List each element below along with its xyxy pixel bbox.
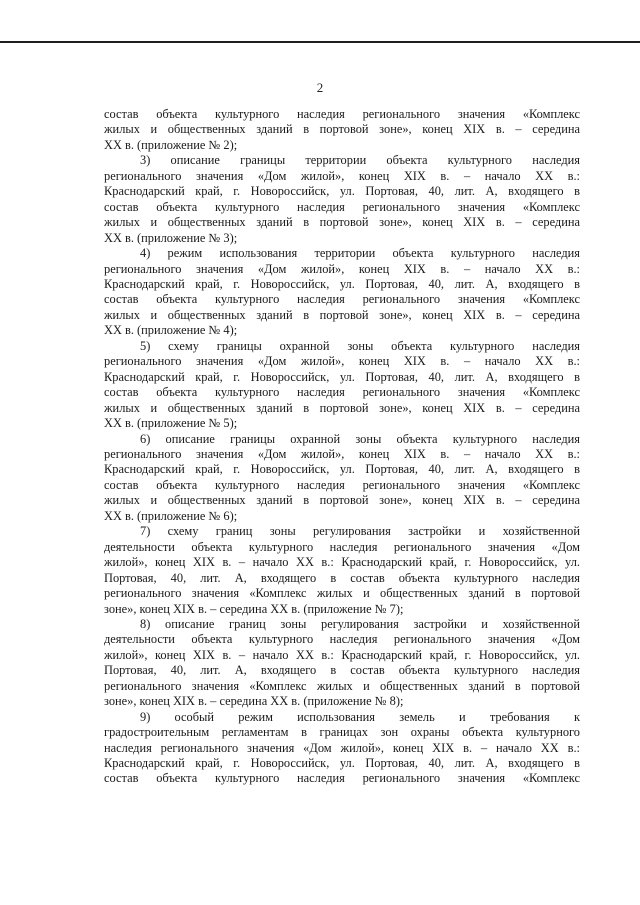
text-line: 4) режим использования территории объекта культурного наследия	[140, 246, 580, 261]
text-line: регионального значения «Комплекс жилых и общественных зданий в портовой	[104, 678, 580, 693]
text-line: зоне», конец XIX в. – середина XX в. (приложение № 7);	[104, 601, 404, 616]
paragraph-item4	[104, 246, 580, 339]
text-line: жилых и общественных зданий в портовой зоне», конец XIX в. – середина	[104, 215, 580, 230]
text-line: жилых и общественных зданий в портовой зоне», конец XIX в. – середина	[104, 400, 580, 415]
text-line: Краснодарский край, г. Новороссийск, ул. Портовая, 40, лит. А, входящего в	[104, 184, 580, 199]
text-line: Портовая, 40, лит. А, входящего в состав объекта культурного наследия	[104, 570, 580, 585]
paragraph-item6	[104, 432, 580, 525]
text-line: 9) особый режим использования земель и требования к	[140, 709, 580, 724]
paragraph-cont	[104, 107, 580, 153]
text-line: регионального значения «Дом жилой», конец XIX в. – начало XX в.:	[104, 261, 580, 276]
text-line: жилой», конец XIX в. – начало XX в.: Краснодарский край, г. Новороссийск, ул.	[104, 555, 580, 570]
text-line: состав объекта культурного наследия регионального значения «Комплекс	[104, 771, 580, 786]
text-line: жилых и общественных зданий в портовой зоне», конец XIX в. – середина	[104, 122, 580, 137]
text-line: жилой», конец XIX в. – начало XX в.: Краснодарский край, г. Новороссийск, ул.	[104, 647, 580, 662]
text-line: регионального значения «Дом жилой», конец XIX в. – начало XX в.:	[104, 354, 580, 369]
text-line: состав объекта культурного наследия регионального значения «Комплекс	[104, 292, 580, 307]
paragraph-item7	[104, 524, 580, 617]
text-line: регионального значения «Комплекс жилых и общественных зданий в портовой	[104, 586, 580, 601]
text-line: Краснодарский край, г. Новороссийск, ул. Портовая, 40, лит. А, входящего в	[104, 756, 580, 771]
text-line: 3) описание границы территории объекта культурного наследия	[140, 153, 580, 168]
text-line: регионального значения «Дом жилой», конец XIX в. – начало XX в.:	[104, 446, 580, 461]
text-line: жилых и общественных зданий в портовой зоне», конец XIX в. – середина	[104, 307, 580, 322]
text-line: градостроительным регламентам в границах зон охраны объекта культурного	[104, 725, 580, 740]
text-line: Портовая, 40, лит. А, входящего в состав объекта культурного наследия	[104, 663, 580, 678]
text-line: 7) схему границ зоны регулирования застройки и хозяйственной	[140, 524, 580, 539]
text-line: жилых и общественных зданий в портовой зоне», конец XIX в. – середина	[104, 493, 580, 508]
scan-edge-line	[0, 41, 640, 43]
text-line: Краснодарский край, г. Новороссийск, ул. Портовая, 40, лит. А, входящего в	[104, 369, 580, 384]
text-line: 8) описание границ зоны регулирования застройки и хозяйственной	[140, 616, 580, 631]
text-line: 5) схему границы охранной зоны объекта культурного наследия	[140, 338, 580, 353]
paragraph-item8	[104, 617, 580, 710]
text-line: деятельности объекта культурного наследия регионального значения «Дом	[104, 539, 580, 554]
text-line: регионального значения «Дом жилой», конец XIX в. – начало XX в.:	[104, 168, 580, 183]
text-line: состав объекта культурного наследия регионального значения «Комплекс	[104, 199, 580, 214]
paragraph-item5	[104, 339, 580, 432]
text-line: Краснодарский край, г. Новороссийск, ул. Портовая, 40, лит. А, входящего в	[104, 276, 580, 291]
text-line: зоне», конец XIX в. – середина XX в. (приложение № 8);	[104, 694, 404, 709]
text-line: XX в. (приложение № 6);	[104, 508, 238, 523]
text-line: 6) описание границы охранной зоны объекта культурного наследия	[140, 431, 580, 446]
text-line: XX в. (приложение № 5);	[104, 416, 238, 431]
text-line: Краснодарский край, г. Новороссийск, ул. Портовая, 40, лит. А, входящего в	[104, 462, 580, 477]
text-line: состав объекта культурного наследия регионального значения «Комплекс	[104, 477, 580, 492]
text-line: состав объекта культурного наследия регионального значения «Комплекс	[104, 385, 580, 400]
text-line: деятельности объекта культурного наследия регионального значения «Дом	[104, 632, 580, 647]
text-line: наследия регионального значения «Дом жилой», конец XIX в. – начало XX в.:	[104, 740, 580, 755]
paragraph-item3	[104, 153, 580, 246]
paragraph-item9	[104, 710, 580, 787]
text-line: XX в. (приложение № 2);	[104, 137, 238, 152]
page-number: 2	[316, 80, 324, 95]
text-line: состав объекта культурного наследия регионального значения «Комплекс	[104, 107, 580, 121]
text-line: XX в. (приложение № 3);	[104, 230, 238, 245]
text-line: XX в. (приложение № 4);	[104, 323, 238, 338]
document-body	[104, 107, 580, 787]
